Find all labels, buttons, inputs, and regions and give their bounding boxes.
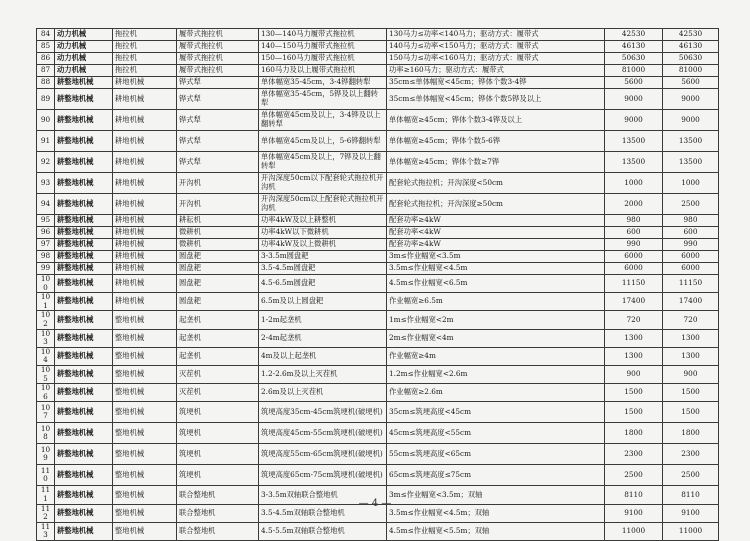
parameter-cell: 单体幅宽≥45cm；铧体个数5-6铧	[387, 131, 605, 152]
row-number: 106	[37, 384, 55, 402]
subcategory-cell: 整地机械	[113, 347, 177, 365]
parameter-cell: 功率≥160马力；驱动方式：履带式	[387, 65, 605, 77]
item-type-cell: 铧式犁	[177, 89, 259, 110]
subsidy-amount-cell: 6000	[605, 251, 663, 263]
subcategory-cell: 耕地机械	[113, 194, 177, 215]
row-number: 87	[37, 65, 55, 77]
table-row	[37, 215, 719, 227]
parameter-cell: 单体幅宽≥45cm；铧体个数≥7铧	[387, 152, 605, 173]
subsidy-cap-cell: 50630	[663, 53, 719, 65]
category-cell: 耕整地机械	[55, 152, 113, 173]
parameter-cell: 作业幅宽≥6.5m	[387, 293, 605, 311]
grade-cell: 开沟深度50cm以下配套轮式拖拉机开沟机	[259, 173, 387, 194]
category-cell: 动力机械	[55, 53, 113, 65]
category-cell: 耕整地机械	[55, 522, 113, 540]
subsidy-cap-cell: 1300	[663, 347, 719, 365]
subcategory-cell: 拖拉机	[113, 41, 177, 53]
row-number: 89	[37, 89, 55, 110]
item-type-cell: 圆盘耙	[177, 263, 259, 275]
page-number: — 4 —	[358, 498, 392, 509]
table-row	[37, 89, 719, 110]
subsidy-cap-cell: 1300	[663, 329, 719, 347]
item-type-cell: 开沟机	[177, 173, 259, 194]
table-row	[37, 311, 719, 329]
subsidy-amount-cell: 8110	[605, 486, 663, 504]
grade-cell: 功率4kW及以上耕整机	[259, 215, 387, 227]
row-number: 108	[37, 423, 55, 444]
table-body	[37, 29, 719, 541]
row-number: 100	[37, 275, 55, 293]
subsidy-amount-cell: 2000	[605, 194, 663, 215]
subsidy-cap-cell: 2500	[663, 465, 719, 486]
subsidy-cap-cell: 600	[663, 227, 719, 239]
table-row	[37, 444, 719, 465]
category-cell: 耕整地机械	[55, 384, 113, 402]
parameter-cell: 1m≤作业幅宽<2m	[387, 311, 605, 329]
grade-cell: 140—150马力履带式拖拉机	[259, 41, 387, 53]
grade-cell: 2-4m起垄机	[259, 329, 387, 347]
subsidy-cap-cell: 81000	[663, 65, 719, 77]
item-type-cell: 灭茬机	[177, 365, 259, 383]
subsidy-cap-cell: 11000	[663, 522, 719, 540]
category-cell: 耕整地机械	[55, 263, 113, 275]
subsidy-amount-cell: 11000	[605, 522, 663, 540]
item-type-cell: 圆盘耙	[177, 251, 259, 263]
item-type-cell: 筑埂机	[177, 465, 259, 486]
subsidy-cap-cell: 2500	[663, 194, 719, 215]
row-number: 84	[37, 29, 55, 41]
parameter-cell: 4.5m≤作业幅宽<5.5m；双轴	[387, 522, 605, 540]
grade-cell: 单体幅宽45cm及以上，3-4铧及以上翻转犁	[259, 110, 387, 131]
subcategory-cell: 整地机械	[113, 365, 177, 383]
parameter-cell: 65cm≤筑埂高度≤75cm	[387, 465, 605, 486]
item-type-cell: 联合整地机	[177, 486, 259, 504]
table-row	[37, 65, 719, 77]
subsidy-amount-cell: 17400	[605, 293, 663, 311]
category-cell: 耕整地机械	[55, 465, 113, 486]
subsidy-table	[36, 28, 719, 541]
table-row	[37, 131, 719, 152]
subsidy-amount-cell: 1800	[605, 423, 663, 444]
row-number: 96	[37, 227, 55, 239]
subsidy-cap-cell: 980	[663, 215, 719, 227]
subsidy-amount-cell: 1300	[605, 347, 663, 365]
row-number: 101	[37, 293, 55, 311]
item-type-cell: 起垄机	[177, 329, 259, 347]
subsidy-cap-cell: 990	[663, 239, 719, 251]
subsidy-cap-cell: 9000	[663, 110, 719, 131]
subcategory-cell: 整地机械	[113, 384, 177, 402]
grade-cell: 3-3.5m圆盘耙	[259, 251, 387, 263]
subsidy-amount-cell: 1500	[605, 384, 663, 402]
row-number: 90	[37, 110, 55, 131]
category-cell: 耕整地机械	[55, 311, 113, 329]
subsidy-amount-cell: 6000	[605, 263, 663, 275]
category-cell: 耕整地机械	[55, 486, 113, 504]
subsidy-cap-cell: 13500	[663, 152, 719, 173]
row-number: 109	[37, 444, 55, 465]
subcategory-cell: 耕地机械	[113, 239, 177, 251]
category-cell: 耕整地机械	[55, 347, 113, 365]
subcategory-cell: 整地机械	[113, 504, 177, 522]
parameter-cell: 3.5m≤作业幅宽<4.5m	[387, 263, 605, 275]
table-row	[37, 110, 719, 131]
grade-cell: 4.5-6.5m圆盘耙	[259, 275, 387, 293]
category-cell: 耕整地机械	[55, 194, 113, 215]
table-row	[37, 347, 719, 365]
subsidy-amount-cell: 46130	[605, 41, 663, 53]
parameter-cell: 3m≤作业幅宽<3.5m；双轴	[387, 486, 605, 504]
subcategory-cell: 拖拉机	[113, 29, 177, 41]
table-row	[37, 239, 719, 251]
category-cell: 耕整地机械	[55, 504, 113, 522]
subcategory-cell: 拖拉机	[113, 65, 177, 77]
grade-cell: 150—160马力履带式拖拉机	[259, 53, 387, 65]
subsidy-cap-cell: 8110	[663, 486, 719, 504]
parameter-cell: 55cm≤筑埂高度<65cm	[387, 444, 605, 465]
grade-cell: 筑埂高度45cm-55cm筑埂机(破埂机)	[259, 423, 387, 444]
grade-cell: 功率4kW及以上微耕机	[259, 239, 387, 251]
category-cell: 耕整地机械	[55, 227, 113, 239]
grade-cell: 筑埂高度55cm-65cm筑埂机(破埂机)	[259, 444, 387, 465]
parameter-cell: 140马力≤功率<150马力；驱动方式：履带式	[387, 41, 605, 53]
item-type-cell: 圆盘耙	[177, 275, 259, 293]
subcategory-cell: 耕地机械	[113, 152, 177, 173]
subsidy-amount-cell: 1000	[605, 173, 663, 194]
category-cell: 耕整地机械	[55, 423, 113, 444]
subsidy-cap-cell: 42530	[663, 29, 719, 41]
item-type-cell: 铧式犁	[177, 152, 259, 173]
row-number: 97	[37, 239, 55, 251]
subsidy-amount-cell: 13500	[605, 152, 663, 173]
subcategory-cell: 耕地机械	[113, 263, 177, 275]
parameter-cell: 2m≤作业幅宽<4m	[387, 329, 605, 347]
grade-cell: 6.5m及以上圆盘耙	[259, 293, 387, 311]
grade-cell: 3.5-4.5m双轴联合整地机	[259, 504, 387, 522]
row-number: 112	[37, 504, 55, 522]
subcategory-cell: 耕地机械	[113, 131, 177, 152]
item-type-cell: 筑埂机	[177, 423, 259, 444]
category-cell: 动力机械	[55, 41, 113, 53]
parameter-cell: 配套功率<4kW	[387, 227, 605, 239]
row-number: 85	[37, 41, 55, 53]
item-type-cell: 筑埂机	[177, 402, 259, 423]
subcategory-cell: 整地机械	[113, 444, 177, 465]
row-number: 88	[37, 77, 55, 89]
grade-cell: 1-2m起垄机	[259, 311, 387, 329]
category-cell: 耕整地机械	[55, 239, 113, 251]
table-row	[37, 293, 719, 311]
category-cell: 耕整地机械	[55, 215, 113, 227]
subcategory-cell: 耕地机械	[113, 275, 177, 293]
grade-cell: 4m及以上起垄机	[259, 347, 387, 365]
subsidy-amount-cell: 1300	[605, 329, 663, 347]
category-cell: 耕整地机械	[55, 293, 113, 311]
grade-cell: 4.5-5.5m双轴联合整地机	[259, 522, 387, 540]
grade-cell: 2.6m及以上灭茬机	[259, 384, 387, 402]
subcategory-cell: 耕地机械	[113, 110, 177, 131]
item-type-cell: 起垄机	[177, 347, 259, 365]
subsidy-amount-cell: 2500	[605, 465, 663, 486]
category-cell: 耕整地机械	[55, 251, 113, 263]
parameter-cell: 作业幅宽≥4m	[387, 347, 605, 365]
subsidy-cap-cell: 720	[663, 311, 719, 329]
subsidy-cap-cell: 46130	[663, 41, 719, 53]
parameter-cell: 3m≤作业幅宽<3.5m	[387, 251, 605, 263]
grade-cell: 单体幅宽45cm及以上，7铧及以上翻转犁	[259, 152, 387, 173]
grade-cell: 3-3.5m双轴联合整地机	[259, 486, 387, 504]
subsidy-amount-cell: 50630	[605, 53, 663, 65]
row-number: 102	[37, 311, 55, 329]
parameter-cell: 作业幅宽≥2.6m	[387, 384, 605, 402]
subsidy-cap-cell: 11150	[663, 275, 719, 293]
subsidy-cap-cell: 9000	[663, 89, 719, 110]
category-cell: 耕整地机械	[55, 275, 113, 293]
parameter-cell: 配套功率≥4kW	[387, 239, 605, 251]
item-type-cell: 开沟机	[177, 194, 259, 215]
subsidy-amount-cell: 980	[605, 215, 663, 227]
subsidy-amount-cell: 720	[605, 311, 663, 329]
row-number: 105	[37, 365, 55, 383]
table-row	[37, 41, 719, 53]
subsidy-amount-cell: 990	[605, 239, 663, 251]
item-type-cell: 筑埂机	[177, 444, 259, 465]
subcategory-cell: 拖拉机	[113, 53, 177, 65]
table-row	[37, 227, 719, 239]
row-number: 93	[37, 173, 55, 194]
category-cell: 耕整地机械	[55, 173, 113, 194]
subsidy-amount-cell: 11150	[605, 275, 663, 293]
row-number: 92	[37, 152, 55, 173]
category-cell: 耕整地机械	[55, 110, 113, 131]
item-type-cell: 微耕机	[177, 239, 259, 251]
subsidy-cap-cell: 17400	[663, 293, 719, 311]
item-type-cell: 履带式拖拉机	[177, 29, 259, 41]
row-number: 98	[37, 251, 55, 263]
item-type-cell: 联合整地机	[177, 504, 259, 522]
table-row	[37, 423, 719, 444]
category-cell: 动力机械	[55, 65, 113, 77]
item-type-cell: 铧式犁	[177, 77, 259, 89]
item-type-cell: 履带式拖拉机	[177, 41, 259, 53]
subsidy-cap-cell: 1500	[663, 384, 719, 402]
grade-cell: 筑埂高度65cm-75cm筑埂机(破埂机)	[259, 465, 387, 486]
subcategory-cell: 整地机械	[113, 423, 177, 444]
row-number: 99	[37, 263, 55, 275]
subcategory-cell: 耕地机械	[113, 227, 177, 239]
parameter-cell: 4.5m≤作业幅宽<6.5m	[387, 275, 605, 293]
row-number: 107	[37, 402, 55, 423]
subsidy-amount-cell: 42530	[605, 29, 663, 41]
subcategory-cell: 整地机械	[113, 329, 177, 347]
item-type-cell: 耕耘机	[177, 215, 259, 227]
table-row	[37, 53, 719, 65]
row-number: 110	[37, 465, 55, 486]
parameter-cell: 单体幅宽≥45cm；铧体个数3-4铧及以上	[387, 110, 605, 131]
grade-cell: 功率4kW以下微耕机	[259, 227, 387, 239]
row-number: 94	[37, 194, 55, 215]
table-row	[37, 384, 719, 402]
parameter-cell: 35cm≤单体幅宽<45cm；铧体个数3-4铧	[387, 77, 605, 89]
parameter-cell: 1.2m≤作业幅宽<2.6m	[387, 365, 605, 383]
category-cell: 耕整地机械	[55, 89, 113, 110]
subsidy-cap-cell: 1500	[663, 402, 719, 423]
subcategory-cell: 耕地机械	[113, 293, 177, 311]
subsidy-amount-cell: 1500	[605, 402, 663, 423]
item-type-cell: 联合整地机	[177, 522, 259, 540]
parameter-cell: 35cm≤筑埂高度<45cm	[387, 402, 605, 423]
category-cell: 耕整地机械	[55, 77, 113, 89]
subsidy-amount-cell: 600	[605, 227, 663, 239]
subcategory-cell: 耕地机械	[113, 173, 177, 194]
subsidy-amount-cell: 9100	[605, 504, 663, 522]
subsidy-cap-cell: 1800	[663, 423, 719, 444]
category-cell: 耕整地机械	[55, 131, 113, 152]
subsidy-amount-cell: 2300	[605, 444, 663, 465]
parameter-cell: 配套轮式拖拉机；开沟深度≥50cm	[387, 194, 605, 215]
item-type-cell: 铧式犁	[177, 110, 259, 131]
subsidy-amount-cell: 900	[605, 365, 663, 383]
row-number: 103	[37, 329, 55, 347]
subcategory-cell: 整地机械	[113, 402, 177, 423]
subsidy-cap-cell: 13500	[663, 131, 719, 152]
subsidy-amount-cell: 5600	[605, 77, 663, 89]
item-type-cell: 圆盘耙	[177, 293, 259, 311]
subsidy-cap-cell: 2300	[663, 444, 719, 465]
category-cell: 耕整地机械	[55, 402, 113, 423]
table-row	[37, 77, 719, 89]
item-type-cell: 灭茬机	[177, 384, 259, 402]
grade-cell: 160马力及以上履带式拖拉机	[259, 65, 387, 77]
subcategory-cell: 耕地机械	[113, 77, 177, 89]
parameter-cell: 3.5m≤作业幅宽<4.5m；双轴	[387, 504, 605, 522]
subcategory-cell: 整地机械	[113, 311, 177, 329]
table-row	[37, 522, 719, 540]
row-number: 86	[37, 53, 55, 65]
subcategory-cell: 整地机械	[113, 522, 177, 540]
row-number: 104	[37, 347, 55, 365]
subcategory-cell: 耕地机械	[113, 215, 177, 227]
grade-cell: 单体幅宽35-45cm，3-4铧翻转犁	[259, 77, 387, 89]
parameter-cell: 130马力≤功率<140马力；驱动方式：履带式	[387, 29, 605, 41]
category-cell: 耕整地机械	[55, 365, 113, 383]
subcategory-cell: 整地机械	[113, 486, 177, 504]
item-type-cell: 履带式拖拉机	[177, 65, 259, 77]
subsidy-cap-cell: 5600	[663, 77, 719, 89]
item-type-cell: 履带式拖拉机	[177, 53, 259, 65]
row-number: 91	[37, 131, 55, 152]
grade-cell: 筑埂高度35cm-45cm筑埂机(破埂机)	[259, 402, 387, 423]
parameter-cell: 配套轮式拖拉机；开沟深度<50cm	[387, 173, 605, 194]
category-cell: 动力机械	[55, 29, 113, 41]
subsidy-cap-cell: 1000	[663, 173, 719, 194]
item-type-cell: 起垄机	[177, 311, 259, 329]
grade-cell: 130—140马力履带式拖拉机	[259, 29, 387, 41]
parameter-cell: 150马力≤功率<160马力；驱动方式：履带式	[387, 53, 605, 65]
parameter-cell: 配套功率≥4kW	[387, 215, 605, 227]
table-row	[37, 263, 719, 275]
parameter-cell: 35cm≤单体幅宽<45cm；铧体个数5铧及以上	[387, 89, 605, 110]
table-row	[37, 194, 719, 215]
grade-cell: 单体幅宽45cm及以上，5-6铧翻转犁	[259, 131, 387, 152]
subcategory-cell: 整地机械	[113, 465, 177, 486]
subsidy-amount-cell: 81000	[605, 65, 663, 77]
table-row	[37, 152, 719, 173]
parameter-cell: 45cm≤筑埂高度<55cm	[387, 423, 605, 444]
category-cell: 耕整地机械	[55, 444, 113, 465]
grade-cell: 1.2-2.6m及以上灭茬机	[259, 365, 387, 383]
grade-cell: 3.5-4.5m圆盘耙	[259, 263, 387, 275]
grade-cell: 开沟深度50cm以上配套轮式拖拉机开沟机	[259, 194, 387, 215]
subsidy-amount-cell: 9000	[605, 110, 663, 131]
table-row	[37, 173, 719, 194]
subcategory-cell: 耕地机械	[113, 251, 177, 263]
subcategory-cell: 耕地机械	[113, 89, 177, 110]
subsidy-cap-cell: 9100	[663, 504, 719, 522]
item-type-cell: 铧式犁	[177, 131, 259, 152]
item-type-cell: 微耕机	[177, 227, 259, 239]
category-cell: 耕整地机械	[55, 329, 113, 347]
subsidy-amount-cell: 13500	[605, 131, 663, 152]
table-row	[37, 29, 719, 41]
subsidy-amount-cell: 9000	[605, 89, 663, 110]
row-number: 95	[37, 215, 55, 227]
table-row	[37, 251, 719, 263]
subsidy-cap-cell: 6000	[663, 263, 719, 275]
row-number: 113	[37, 522, 55, 540]
row-number: 111	[37, 486, 55, 504]
table-row	[37, 402, 719, 423]
table-row	[37, 275, 719, 293]
table-row	[37, 465, 719, 486]
grade-cell: 单体幅宽35-45cm，5铧及以上翻转犁	[259, 89, 387, 110]
table-row	[37, 329, 719, 347]
table-row	[37, 365, 719, 383]
subsidy-cap-cell: 6000	[663, 251, 719, 263]
subsidy-cap-cell: 900	[663, 365, 719, 383]
